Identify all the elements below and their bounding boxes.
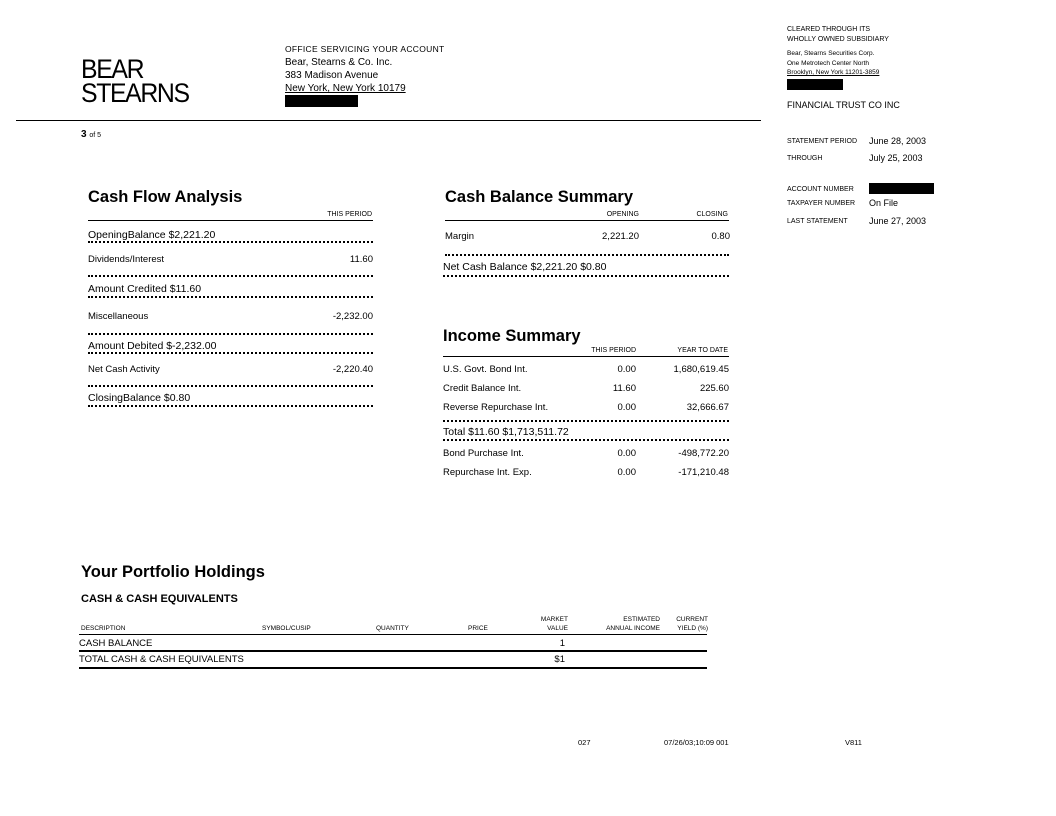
page-of: of 5 xyxy=(89,132,102,139)
logo-line-1: BEAR xyxy=(81,54,144,84)
cash-balance-closing: $0.80 xyxy=(580,261,607,273)
cash-flow-row xyxy=(88,254,373,265)
income-row xyxy=(443,402,729,413)
dotted-rule xyxy=(88,333,373,335)
through-label: THROUGH xyxy=(787,155,823,162)
portfolio-row-rule xyxy=(79,650,707,652)
office-label: OFFICE SERVICING YOUR ACCOUNT xyxy=(285,44,445,54)
redacted-account-number xyxy=(869,183,934,194)
income-ytd: -171,210.48 xyxy=(678,467,729,478)
logo-line-2: STEARNS xyxy=(81,78,189,108)
income-col-this-period: THIS PERIOD xyxy=(591,347,636,354)
income-summary-title: Income Summary xyxy=(443,327,581,345)
dotted-rule xyxy=(88,296,373,298)
col-est-line-2: ANNUAL INCOME xyxy=(606,625,660,632)
cash-balance-col-closing: CLOSING xyxy=(696,211,728,218)
portfolio-subtitle: CASH & CASH EQUIVALENTS xyxy=(81,593,238,605)
cash-flow-label: Miscellaneous xyxy=(88,311,149,322)
client-name: FINANCIAL TRUST CO INC xyxy=(787,99,900,110)
statement-period-label: STATEMENT PERIOD xyxy=(787,138,858,145)
clearing-block xyxy=(787,25,900,110)
redacted-block xyxy=(787,79,843,90)
cash-flow-value: $2,221.20 xyxy=(168,229,216,241)
cash-flow-row xyxy=(88,340,374,352)
cash-balance-header-rule xyxy=(445,220,729,221)
dotted-rule xyxy=(445,254,729,256)
col-symbol: SYMBOL/CUSIP xyxy=(262,625,311,632)
income-row xyxy=(443,383,729,394)
holding-total-description: TOTAL CASH & CASH EQUIVALENTS xyxy=(79,654,244,665)
cash-flow-title: Cash Flow Analysis xyxy=(88,188,243,206)
cash-flow-value: $-2,232.00 xyxy=(166,340,217,352)
clearing-street: One Metrotech Center North xyxy=(787,59,870,67)
dotted-rule xyxy=(88,241,373,243)
income-ytd: 32,666.67 xyxy=(686,402,729,413)
cash-balance-label: Net Cash Balance xyxy=(443,261,528,273)
portfolio-title: Your Portfolio Holdings xyxy=(81,563,265,581)
col-quantity: QUANTITY xyxy=(376,625,409,632)
cash-balance-opening: $2,221.20 xyxy=(530,261,578,273)
income-row xyxy=(443,467,729,478)
cash-flow-label: ClosingBalance xyxy=(88,392,161,404)
taxpayer-number-label: TAXPAYER NUMBER xyxy=(787,200,856,207)
cash-flow-value: $11.60 xyxy=(169,283,202,295)
cash-flow-label: Amount Credited xyxy=(88,283,167,295)
income-row xyxy=(443,364,729,375)
income-ytd: $1,713,511.72 xyxy=(502,426,569,438)
income-col-ytd: YEAR TO DATE xyxy=(677,347,728,354)
income-label: Reverse Repurchase Int. xyxy=(443,402,549,413)
clearing-line-2: WHOLLY OWNED SUBSIDIARY xyxy=(787,36,889,43)
cash-flow-row xyxy=(88,364,373,375)
income-ytd: -498,772.20 xyxy=(678,448,729,459)
income-label: Bond Purchase Int. xyxy=(443,448,524,459)
cash-flow-label: Net Cash Activity xyxy=(88,364,160,375)
col-description: DESCRIPTION xyxy=(81,625,126,632)
dotted-rule xyxy=(443,420,729,422)
cash-balance-opening: 2,221.20 xyxy=(602,231,639,242)
office-name: Bear, Stearns & Co. Inc. xyxy=(285,57,393,68)
cash-flow-row xyxy=(88,283,374,295)
income-period: 11.60 xyxy=(612,383,636,394)
income-period: 0.00 xyxy=(617,402,636,413)
dotted-rule xyxy=(88,405,373,407)
income-label: U.S. Govt. Bond Int. xyxy=(443,364,528,375)
dotted-rule xyxy=(443,275,729,277)
statement-period-value: June 28, 2003 xyxy=(869,136,927,146)
income-label: Total xyxy=(443,426,466,438)
dotted-rule xyxy=(88,352,373,354)
col-est-line-1: ESTIMATED xyxy=(623,616,660,623)
dotted-rule xyxy=(443,439,729,441)
holding-total-market-value: $1 xyxy=(554,654,565,665)
income-label: Repurchase Int. Exp. xyxy=(443,467,532,478)
redacted-block xyxy=(285,95,358,107)
footer-timestamp: 07/26/03;10:09 001 xyxy=(664,738,729,747)
portfolio-total-rule xyxy=(79,667,707,669)
last-statement-value: June 27, 2003 xyxy=(869,216,927,226)
col-market-line-2: VALUE xyxy=(547,625,568,632)
cash-balance-col-opening: OPENING xyxy=(606,211,639,218)
header-divider xyxy=(16,120,761,121)
office-city: New York, New York 10179 xyxy=(285,83,406,94)
col-market-line-1: MARKET xyxy=(540,616,568,623)
cash-flow-label: Dividends/Interest xyxy=(88,254,165,265)
cash-balance-row xyxy=(443,261,730,273)
cash-flow-row xyxy=(88,392,374,404)
income-period: 0.00 xyxy=(617,448,636,459)
col-current-yield xyxy=(668,615,708,633)
clearing-name: Bear, Stearns Securities Corp. xyxy=(787,50,875,57)
dotted-rule xyxy=(88,385,373,387)
cash-flow-value: $0.80 xyxy=(163,392,191,404)
footer-code-2: V811 xyxy=(845,738,862,747)
cash-flow-header-rule xyxy=(88,220,373,221)
cash-flow-value: 11.60 xyxy=(349,254,373,265)
income-ytd: 1,680,619.45 xyxy=(673,364,729,375)
cash-balance-closing: 0.80 xyxy=(711,231,730,242)
footer-code-1: 027 xyxy=(578,738,591,747)
page-current: 3 xyxy=(81,129,87,140)
bear-stearns-logo xyxy=(81,54,190,108)
col-price: PRICE xyxy=(468,625,488,632)
income-header-rule xyxy=(443,356,729,357)
taxpayer-number-value: On File xyxy=(869,198,899,208)
income-period: 0.00 xyxy=(617,467,636,478)
cash-flow-label: OpeningBalance xyxy=(88,229,166,241)
account-number-label: ACCOUNT NUMBER xyxy=(787,186,854,193)
col-yield-line-1: CURRENT xyxy=(676,616,708,623)
office-address-block xyxy=(285,43,445,111)
income-total-row xyxy=(443,426,729,438)
cash-flow-value: -2,232.00 xyxy=(332,311,373,322)
cash-balance-label: Margin xyxy=(445,231,475,242)
income-period: 0.00 xyxy=(617,364,636,375)
col-yield-line-2: YIELD (%) xyxy=(677,625,708,632)
through-value: July 25, 2003 xyxy=(869,153,923,163)
cash-flow-value: -2,220.40 xyxy=(332,364,373,375)
page-number xyxy=(81,129,101,140)
portfolio-header-rule xyxy=(79,634,707,635)
cash-flow-row xyxy=(88,229,374,241)
income-period: $11.60 xyxy=(468,426,500,438)
office-street: 383 Madison Avenue xyxy=(285,70,379,81)
cash-flow-row xyxy=(88,311,373,322)
dotted-rule xyxy=(88,275,373,277)
holding-description: CASH BALANCE xyxy=(79,638,153,649)
last-statement-label: LAST STATEMENT xyxy=(787,218,848,225)
income-label: Credit Balance Int. xyxy=(443,383,522,394)
holding-market-value: 1 xyxy=(559,638,565,649)
clearing-line-1: CLEARED THROUGH ITS xyxy=(787,26,871,33)
cash-balance-title: Cash Balance Summary xyxy=(445,188,634,206)
col-market-value xyxy=(520,615,568,633)
col-estimated-annual-income xyxy=(590,615,660,633)
cash-balance-row xyxy=(445,231,730,242)
income-row xyxy=(443,448,729,459)
cash-flow-label: Amount Debited xyxy=(88,340,164,352)
income-ytd: 225.60 xyxy=(699,383,729,394)
clearing-city: Brooklyn, New York 11201-3859 xyxy=(787,69,880,76)
cash-flow-col-this-period: THIS PERIOD xyxy=(327,211,372,218)
